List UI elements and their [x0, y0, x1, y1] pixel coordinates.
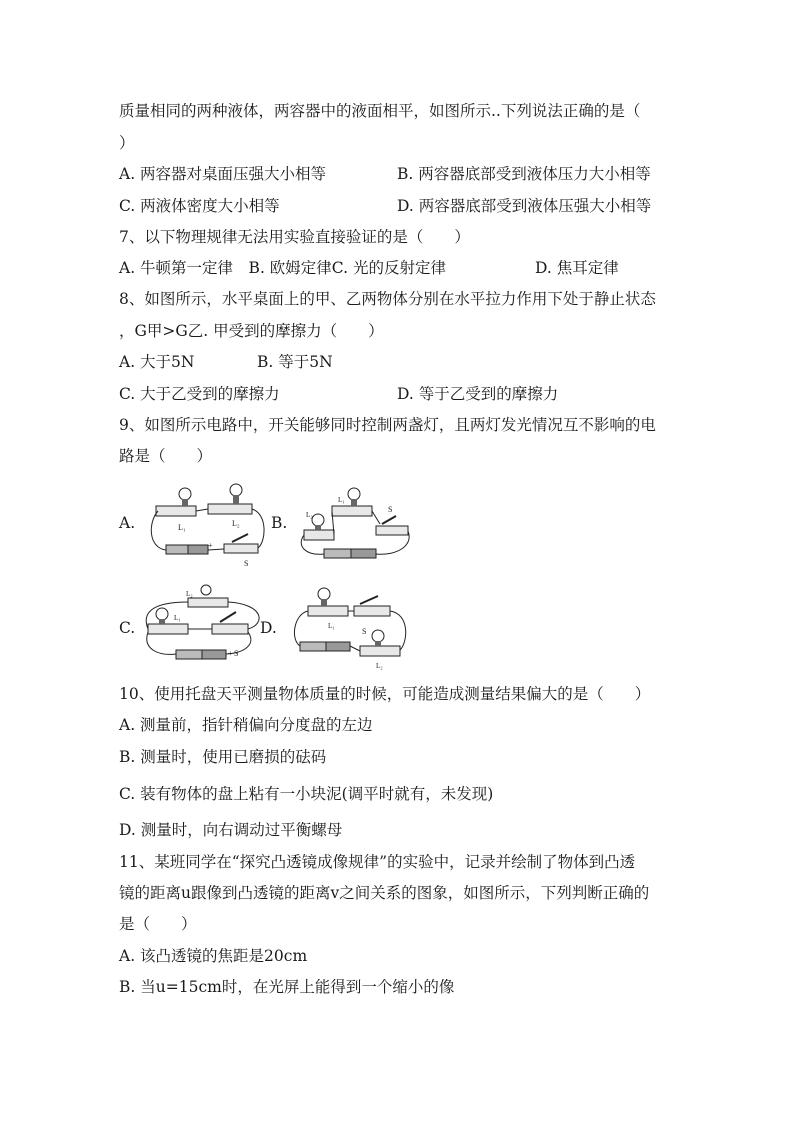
svg-text:+: +	[228, 649, 233, 658]
question-7-options-abc: A. 牛顿第一定律 B. 欧姆定律C. 光的反射定律	[119, 259, 446, 277]
question-11-stem-line3: 是（ ）	[119, 915, 197, 933]
question-8-option-b: B. 等于5N	[257, 353, 333, 371]
circuit-a-diagram	[148, 482, 270, 570]
question-11-stem-line2: 镜的距离u跟像到凸透镜的距离v之间关系的图象，如图所示，下列判断正确的	[119, 884, 650, 902]
question-6-option-a: A. 两容器对桌面压强大小相等	[119, 165, 327, 183]
question-8-stem-line1: 8、如图所示，水平桌面上的甲、乙两物体分别在水平拉力作用下处于静止状态	[119, 290, 656, 308]
circuit-c-label: C.	[119, 619, 136, 637]
question-8-option-a: A. 大于5N	[119, 353, 195, 371]
question-11-option-a: A. 该凸透镜的焦距是20cm	[119, 947, 308, 965]
circuit-d-s-label: S	[362, 627, 367, 636]
circuit-b-diagram	[296, 486, 414, 566]
question-9-stem-line1: 9、如图所示电路中，开关能够同时控制两盏灯，且两灯发光情况互不影响的电	[119, 416, 656, 434]
circuit-a-l1-label: L₁	[178, 523, 186, 532]
circuit-c-l1-label: L₁	[174, 614, 181, 622]
circuit-a-l2-label: L₂	[232, 519, 240, 528]
question-8-option-c: C. 大于乙受到的摩擦力	[119, 385, 280, 403]
question-6-stem-line2: ）	[119, 134, 135, 152]
question-7-option-d: D. 焦耳定律	[535, 259, 619, 277]
circuit-d-diagram	[288, 584, 412, 672]
question-11-option-b: B. 当u=15cm时，在光屏上能得到一个缩小的像	[119, 978, 455, 996]
circuit-d-l2-label: L₂	[376, 662, 383, 670]
question-6-stem-line1: 质量相同的两种液体，两容器中的液面相平，如图所示..下列说法正确的是（	[119, 102, 641, 120]
circuit-d-l1-label: L₁	[328, 622, 335, 630]
circuit-c-diagram	[140, 584, 268, 670]
question-11-stem-line1: 11、某班同学在“探究凸透镜成像规律”的实验中，记录并绘制了物体到凸透	[119, 853, 636, 871]
circuit-d-label: D.	[260, 619, 277, 637]
circuit-b-l1-label: L₁	[338, 496, 345, 504]
question-10-option-a: A. 测量前，指针稍偏向分度盘的左边	[119, 716, 373, 734]
circuit-b-l2-label: L₂	[306, 511, 313, 519]
circuit-c-s-label: S	[234, 649, 239, 658]
question-8-stem-line2: ，G甲>G乙. 甲受到的摩擦力（ ）	[119, 322, 384, 340]
circuit-a-label: A.	[119, 514, 136, 532]
question-8-option-d: D. 等于乙受到的摩擦力	[397, 385, 559, 403]
circuit-a-s-label: S	[244, 559, 249, 568]
question-10-stem: 10、使用托盘天平测量物体质量的时候，可能造成测量结果偏大的是（ ）	[119, 685, 651, 703]
svg-text:+: +	[208, 541, 213, 550]
circuit-b-s-label: S	[388, 505, 393, 514]
question-10-option-b: B. 测量时，使用已磨损的砝码	[119, 748, 327, 766]
question-10-option-d: D. 测量时，向右调动过平衡螺母	[119, 821, 343, 839]
question-6-option-c: C. 两液体密度大小相等	[119, 197, 280, 215]
question-7-stem: 7、以下物理规律无法用实验直接验证的是（ ）	[119, 228, 470, 246]
question-10-option-c: C. 装有物体的盘上粘有一小块泥(调平时就有，未发现)	[119, 785, 494, 803]
circuit-b-label: B.	[271, 514, 288, 532]
question-6-option-b: B. 两容器底部受到液体压力大小相等	[397, 165, 651, 183]
question-6-option-d: D. 两容器底部受到液体压强大小相等	[397, 197, 652, 215]
question-9-stem-line2: 路是（ ）	[119, 447, 213, 465]
circuit-c-l2-label: L₂	[186, 590, 193, 598]
